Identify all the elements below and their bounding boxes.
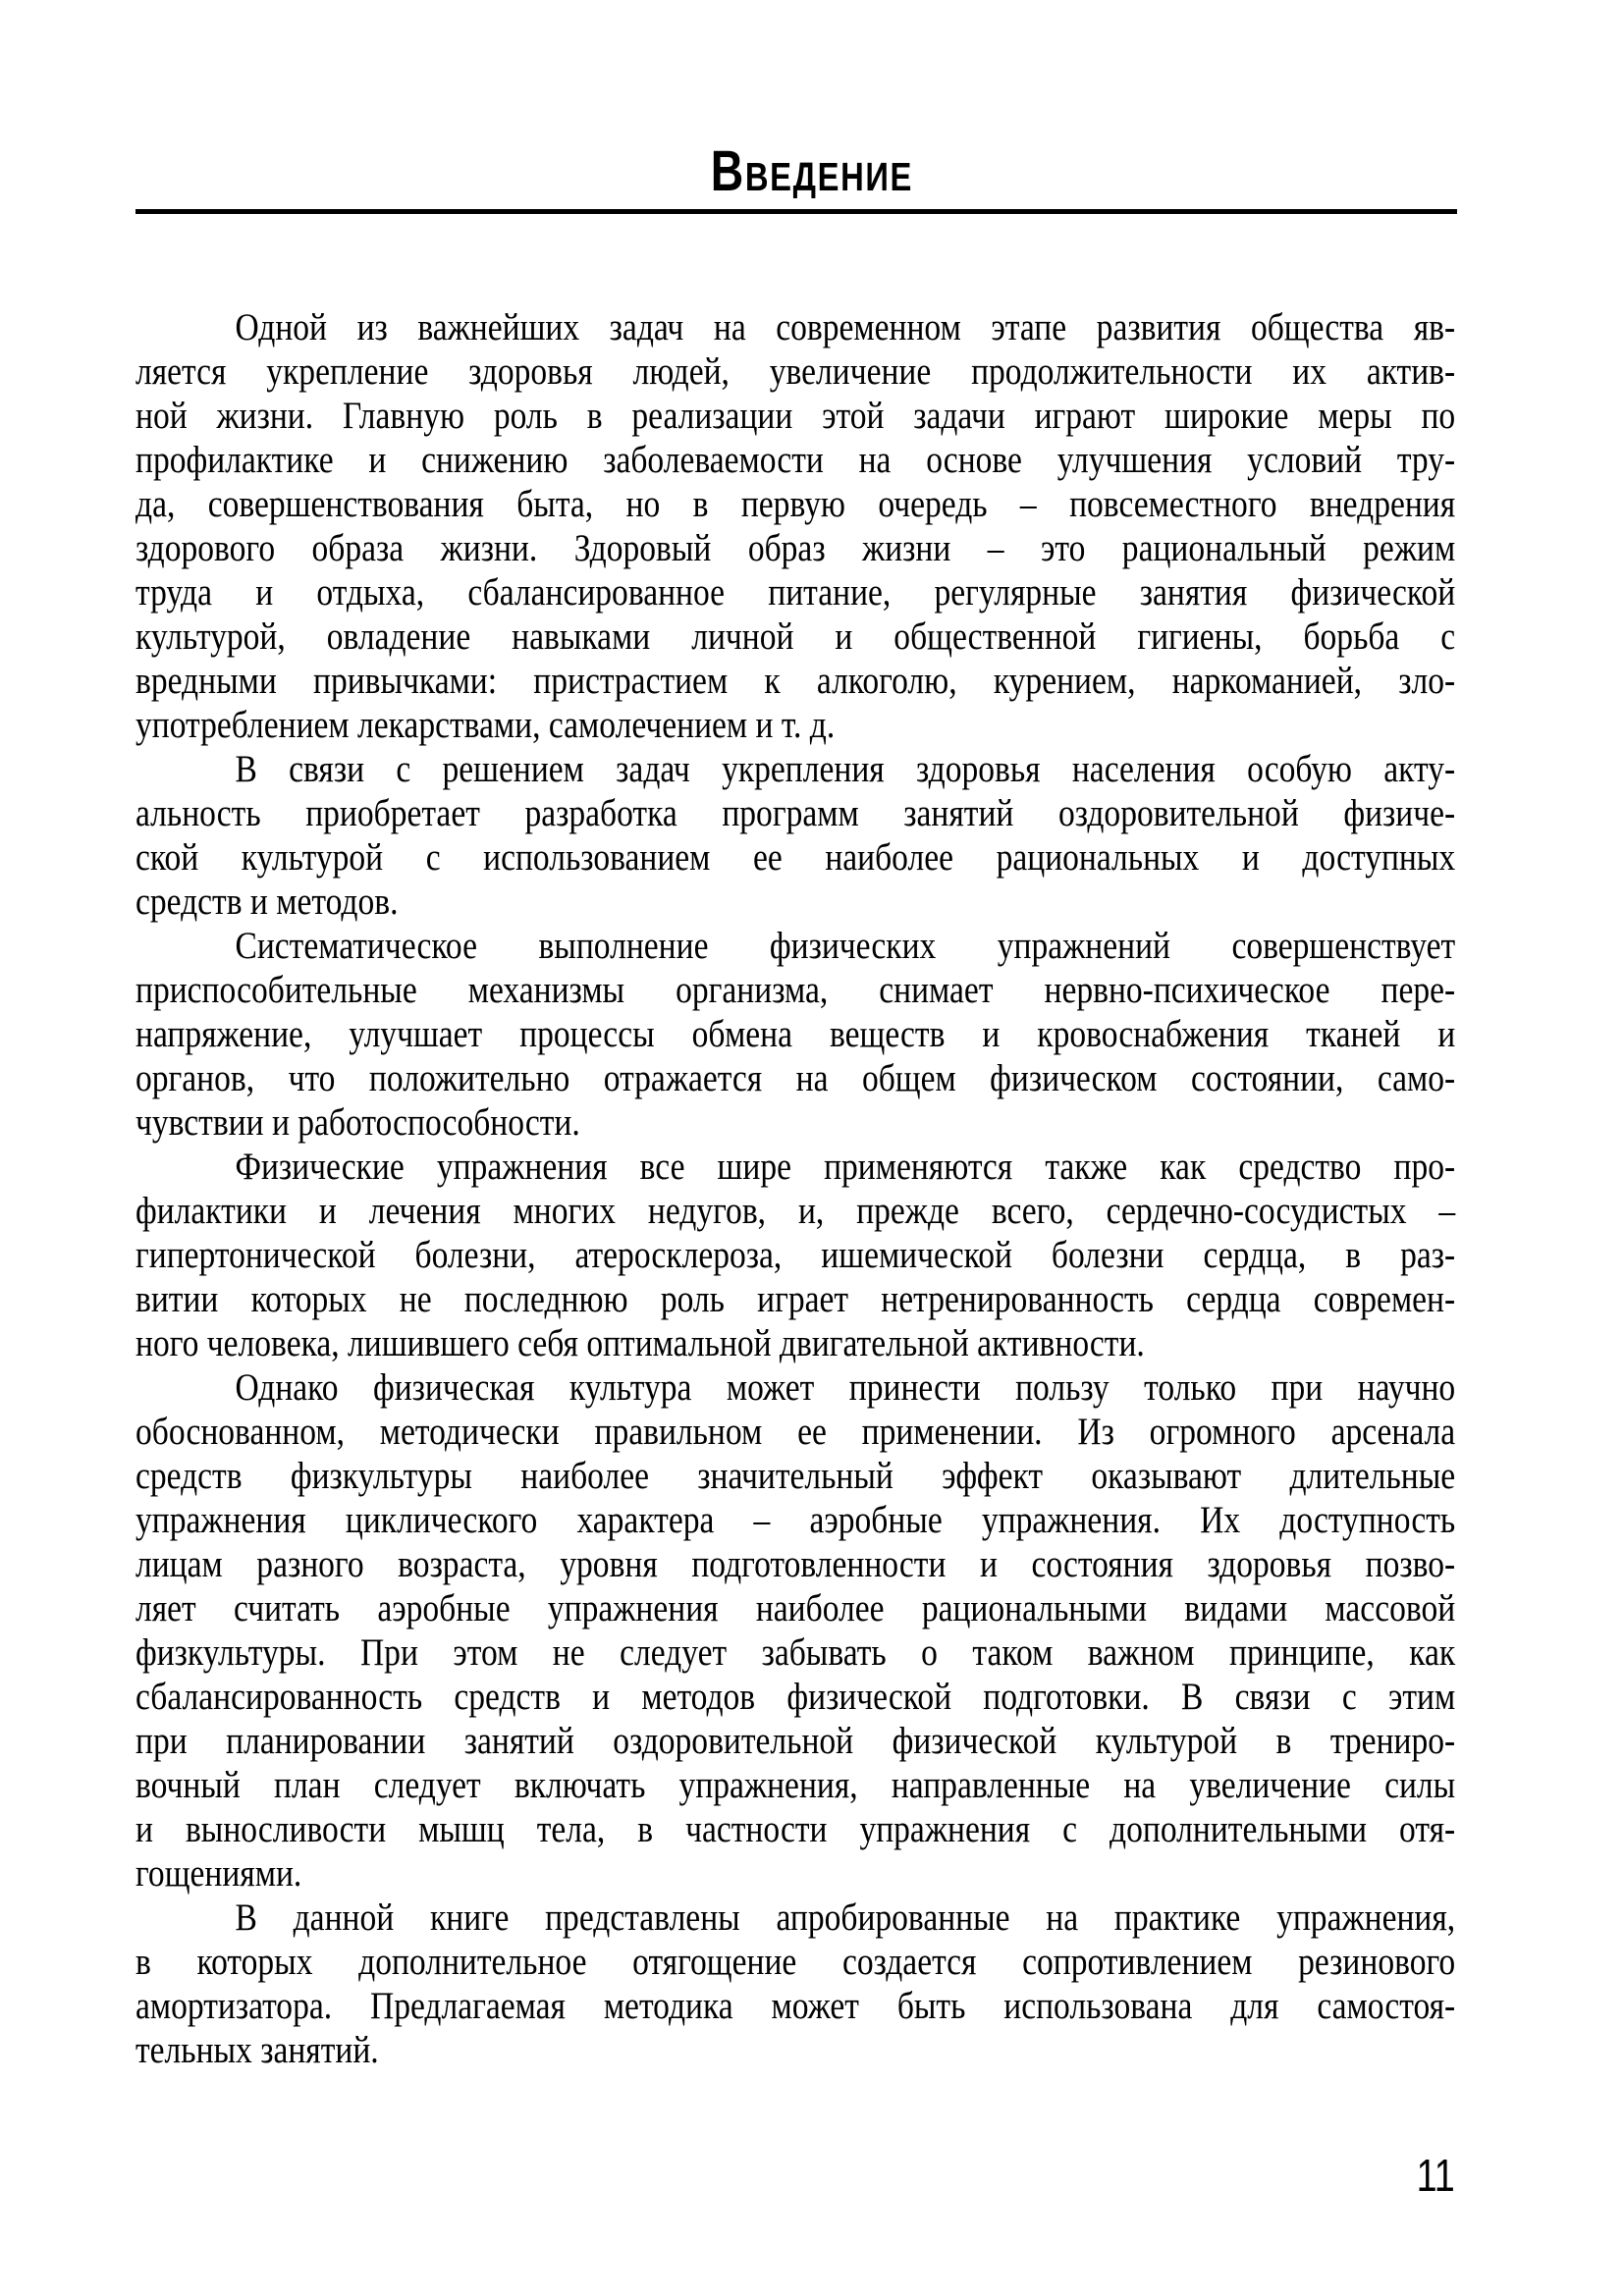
- text-line: тельных занятий.: [135, 2029, 379, 2071]
- paragraph: [135, 924, 1455, 1145]
- text-line: употреблением лекарствами, самолечением и т. д.: [135, 704, 836, 746]
- text-line: труда и отдыха, сбалансированное питание, регулярные занятия физической: [135, 571, 1456, 614]
- text-line: витии которых не последнюю роль играет нетренированность сердца современ-: [135, 1278, 1456, 1320]
- text-line: вредными привычками: пристрастием к алкоголю, курением, наркоманией, зло-: [135, 660, 1456, 702]
- text-line: культурой, овладение навыками личной и общественной гигиены, борьба с: [135, 615, 1456, 658]
- text-line: гощениями.: [135, 1852, 302, 1895]
- text-line: ной жизни. Главную роль в реализации этой задачи играют широкие меры по: [135, 395, 1456, 437]
- text-line: органов, что положительно отражается на общем физическом состоянии, само-: [135, 1057, 1456, 1099]
- text-line: сбалансированность средств и методов физической подготовки. В связи с этим: [135, 1676, 1456, 1718]
- text-line: приспособительные механизмы организма, снимает нервно-психическое пере-: [135, 969, 1456, 1011]
- text-line: Однако физическая культура может принести пользу только при научно: [235, 1366, 1456, 1409]
- text-line: филактики и лечения многих недугов, и, прежде всего, сердечно-сосудистых –: [135, 1190, 1456, 1232]
- chapter-heading: [0, 0, 1624, 203]
- text-line: физкультуры. При этом не следует забывать о таком важном принципе, как: [135, 1631, 1456, 1674]
- text-line: Систематическое выполнение физических упражнений совершенствует: [235, 925, 1456, 967]
- text-line: обоснованном, методически правильном ее применении. Из огромного арсенала: [135, 1411, 1456, 1453]
- text-line: упражнения циклического характера – аэробные упражнения. Их доступность: [135, 1499, 1456, 1541]
- paragraph: [135, 1365, 1455, 1896]
- text-line: средств физкультуры наиболее значительный эффект оказывают длительные: [135, 1455, 1456, 1497]
- text-line: и выносливости мышц тела, в частности упражнения с дополнительными отя-: [135, 1808, 1456, 1850]
- body-text: [135, 305, 1455, 2072]
- text-line: средств и методов.: [135, 881, 399, 923]
- text-line: вочный план следует включать упражнения, направленные на увеличение силы: [135, 1764, 1456, 1806]
- text-line: ляет считать аэробные упражнения наиболее рациональными видами массовой: [135, 1587, 1456, 1629]
- text-line: чувствии и работоспособности.: [135, 1101, 580, 1144]
- text-line: здорового образа жизни. Здоровый образ жизни – это рациональный режим: [135, 527, 1456, 569]
- text-line: Одной из важнейших задач на современном этапе развития общества яв-: [235, 306, 1456, 348]
- text-line: да, совершенствования быта, но в первую очередь – повсеместного внедрения: [135, 483, 1456, 525]
- paragraph: [135, 747, 1455, 924]
- title-underline: [135, 209, 1457, 214]
- text-line: В связи с решением задач укрепления здоровья населения особую акту-: [235, 748, 1456, 790]
- text-line: ской культурой с использованием ее наиболее рациональных и доступных: [135, 836, 1456, 879]
- text-line: Физические упражнения все шире применяются также как средство про-: [235, 1146, 1456, 1188]
- page-title: Введение: [710, 139, 914, 203]
- text-line: амортизатора. Предлагаемая методика может быть использована для самостоя-: [135, 1985, 1456, 2027]
- paragraph: [135, 305, 1455, 747]
- text-line: альность приобретает разработка программ занятий оздоровительной физиче-: [135, 792, 1456, 834]
- text-line: ляется укрепление здоровья людей, увеличение продолжительности их актив-: [135, 350, 1456, 393]
- text-line: гипертонической болезни, атеросклероза, ишемической болезни сердца, в раз-: [135, 1234, 1456, 1276]
- text-line: при планировании занятий оздоровительной физической культурой в трениро-: [135, 1720, 1456, 1762]
- text-line: ного человека, лишившего себя оптимальной двигательной активности.: [135, 1322, 1145, 1364]
- paragraph: [135, 1896, 1455, 2072]
- paragraph: [135, 1145, 1455, 1365]
- text-line: в которых дополнительное отягощение создается сопротивлением резинового: [135, 1941, 1456, 1983]
- text-line: напряжение, улучшает процессы обмена веществ и кровоснабжения тканей и: [135, 1013, 1456, 1055]
- text-line: В данной книге представлены апробированные на практике упражнения,: [235, 1896, 1456, 1939]
- page-number: 11: [1416, 2150, 1455, 2201]
- text-line: профилактике и снижению заболеваемости на основе улучшения условий тру-: [135, 439, 1456, 481]
- text-line: лицам разного возраста, уровня подготовленности и состояния здоровья позво-: [135, 1543, 1456, 1585]
